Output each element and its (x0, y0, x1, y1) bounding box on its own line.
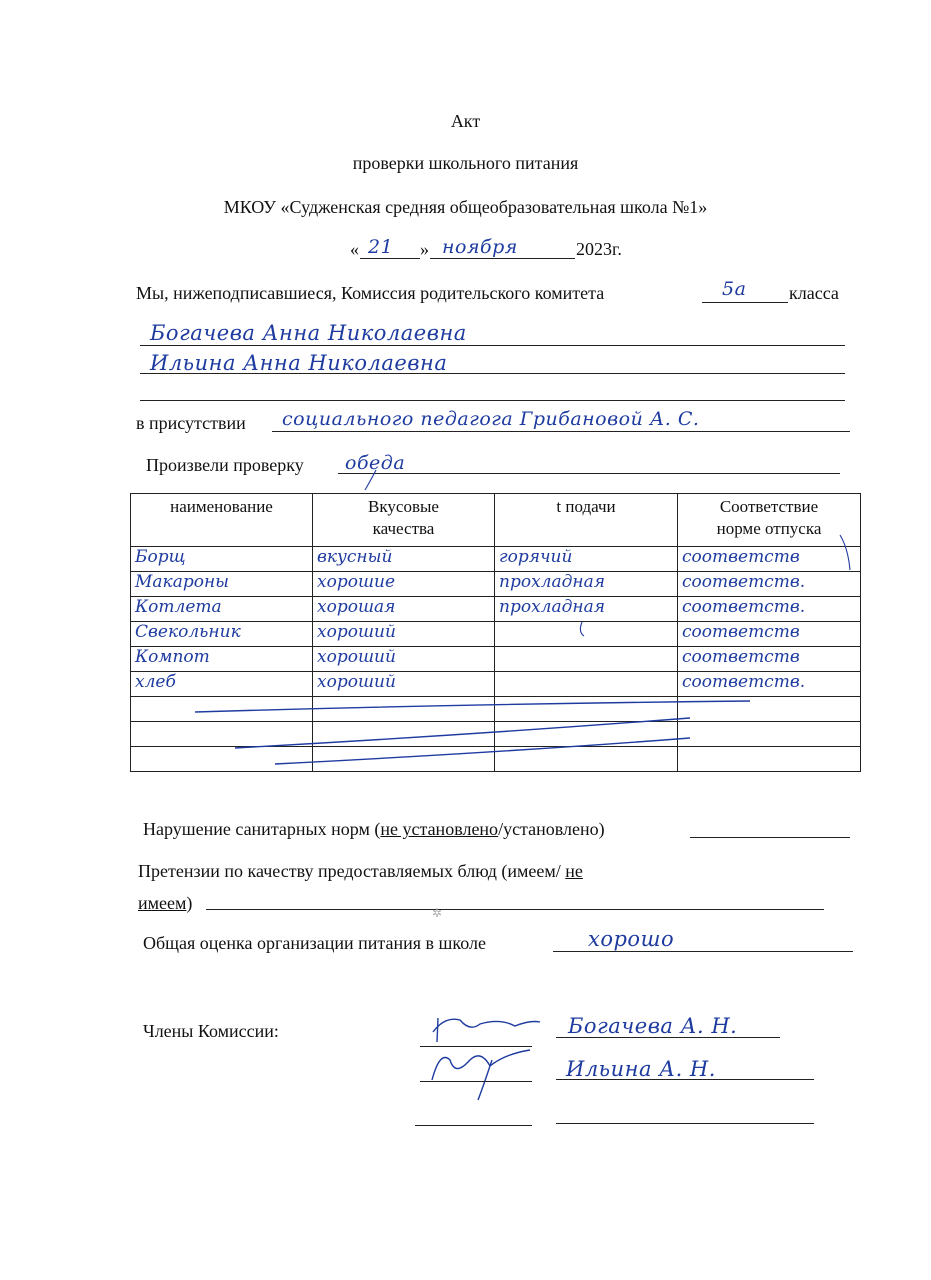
table-row (131, 622, 861, 647)
table-cell: хлеб (135, 672, 176, 692)
table-row (131, 572, 861, 597)
signature-name-2: Ильина А. Н. (566, 1057, 716, 1081)
col-header-taste: Вкусовые качества (313, 494, 495, 547)
table-cell: соответств (682, 647, 800, 667)
claims-post: ) (186, 893, 193, 913)
violation-ne: не установлено (380, 819, 499, 839)
claims-pre: Претензии по качеству предоставляемых блюд (имеем/ (138, 861, 566, 881)
date-day: 21 (368, 236, 394, 258)
table-row (131, 647, 861, 672)
table-cell: соответств. (682, 572, 806, 592)
violation-pre: Нарушение санитарных норм ( (143, 819, 381, 839)
table-cell: соответств. (682, 597, 806, 617)
col-header-name: наименование (131, 494, 313, 547)
school-name: МКОУ «Судженская средняя общеобразовательная школа №1» (223, 197, 708, 217)
date-quote-open: « (350, 239, 359, 259)
table-cell: хорошая (317, 597, 396, 617)
date-year: 2023г. (576, 239, 622, 259)
table-row (131, 697, 861, 722)
table-row (131, 747, 861, 772)
table-row (131, 722, 861, 747)
rating-label: Общая оценка организации питания в школе (143, 933, 486, 953)
table-cell: соответств (682, 547, 800, 567)
table-cell: Котлета (135, 597, 222, 617)
member-name-2: Ильина Анна Николаевна (150, 351, 448, 375)
class-value: 5а (722, 278, 747, 300)
document-title: Акт (450, 111, 481, 131)
presence-label: в присутствии (136, 413, 246, 433)
table-cell: хорошие (317, 572, 396, 592)
claims-line-1 (138, 860, 583, 882)
table-cell: Свекольник (135, 622, 241, 642)
class-suffix: класса (789, 283, 839, 303)
claims-imeem: имеем (138, 893, 187, 913)
presence-value: социального педагога Грибановой А. С. (282, 408, 700, 430)
col-header-temp: t подачи (495, 494, 678, 547)
commission-intro: Мы, нижеподписавшиеся, Комиссия родительского комитета (136, 283, 605, 303)
smudge: ✲ (432, 906, 443, 920)
date-line (350, 236, 650, 262)
table-row (131, 547, 861, 572)
table-row (131, 597, 861, 622)
violation-line (143, 818, 605, 840)
rating-value: хорошо (588, 927, 675, 951)
table-cell: соответств (682, 622, 800, 642)
inspection-table (130, 493, 861, 772)
table-cell: горячий (499, 547, 573, 567)
table-cell: хороший (317, 672, 396, 692)
date-quote-close: » (420, 239, 429, 259)
table-cell: прохладная (499, 572, 605, 592)
table-cell: хороший (317, 622, 396, 642)
table-cell: хороший (317, 647, 396, 667)
table-cell: Компот (135, 647, 210, 667)
signature-name-1: Богачева А. Н. (568, 1014, 738, 1038)
members-label: Члены Комиссии: (143, 1021, 279, 1041)
check-value: обеда (345, 452, 406, 474)
date-month: ноября (442, 236, 518, 258)
table-row (131, 672, 861, 697)
table-cell: прохладная (499, 597, 605, 617)
claims-ne: не (565, 861, 583, 881)
table-cell: Борщ (135, 547, 186, 567)
col-header-norm: Соответствие норме отпуска (678, 494, 861, 547)
member-name-1: Богачева Анна Николаевна (150, 321, 467, 345)
check-label: Произвели проверку (146, 455, 304, 475)
table-cell: вкусный (317, 547, 393, 567)
table-header-row (131, 494, 861, 547)
violation-post: /установлено) (498, 819, 605, 839)
table-cell: Макароны (135, 572, 229, 592)
document-subtitle: проверки школьного питания (352, 153, 579, 173)
table-cell: соответств. (682, 672, 806, 692)
claims-line-2 (138, 892, 192, 914)
